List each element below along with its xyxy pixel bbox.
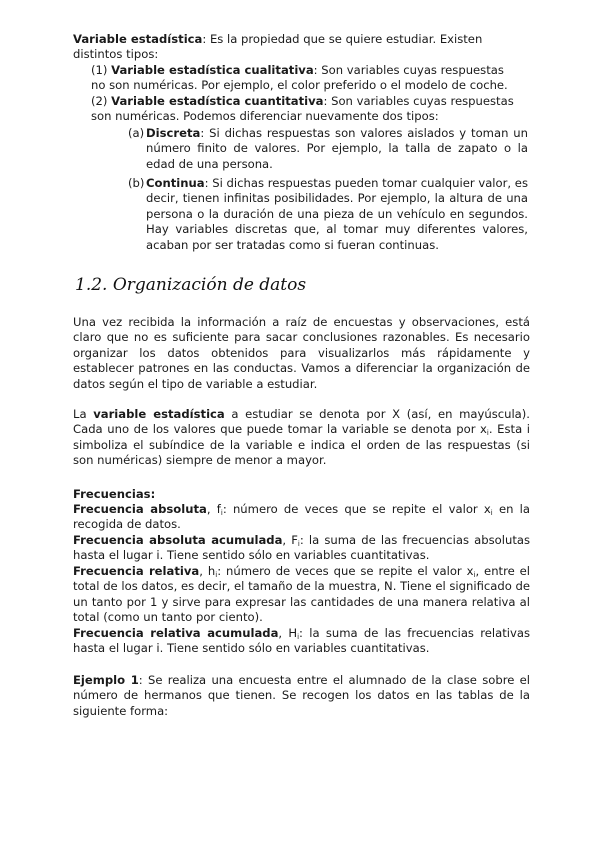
ejemplo-paragraph: Ejemplo 1: Se realiza una encuesta entre el alumnado de la clase sobre el número de hermanos que tienen. Se recogen los datos en las tablas de la siguiente forma: (73, 673, 530, 718)
list-item-text: Discreta: Si dichas respuestas son valores aislados y toman un número finito de valores. Por ejemplo, la talla de zapato o la edad de una persona. (146, 126, 528, 171)
term-cuantitativa: Variable estadística cuantitativa (111, 93, 324, 108)
def-frecuencia-relativa: Frecuencia relativa, $h_i$: número de veces que se repite el valor $x_i$, entre el total de los datos, es decir, el tamaño de la muestra, N. Tiene el significado de un tanto por 1 y sirve para expresar las cantidades de una manera relativa al total (como un tanto por ciento). (73, 564, 531, 625)
intro-paragraph: Variable estadística: Es la propiedad que se quiere estudiar. Existen distintos tipos: (73, 32, 483, 62)
list-item-text: Continua: Si dichas respuestas pueden tomar cualquier valor, es decir, tienen infinitas posibilidades. Por ejemplo, la altura de una persona o la duración de una pieza de un vehículo en segundos. Hay variables discretas que, al tomar muy diferentes valores, acaban por ser tratadas como si fueran continuas. (146, 176, 528, 252)
term-cualitativa: Variable estadística cualitativa (111, 63, 314, 77)
term-frecuencia-relativa: Frecuencia relativa (73, 564, 200, 578)
term-frecuencia-relativa-acumulada: Frecuencia relativa acumulada (73, 626, 279, 640)
term-variable-estadistica: Variable estadística (73, 32, 203, 46)
frecuencias-title: Frecuencias: (73, 487, 156, 501)
term-discreta: Discreta (146, 126, 201, 140)
def-frecuencia-relativa-acumulada: Frecuencia relativa acumulada, $H_i$: la suma de las frecuencias relativas hasta el lugar i. Tiene sentido sólo en variables cuantitativas. (73, 626, 530, 656)
term-frecuencia-absoluta: Frecuencia absoluta (73, 502, 207, 516)
def-frecuencia-absoluta-acumulada: Frecuencia absoluta acumulada, $F_i$: la suma de las frecuencias absolutas hasta el lugar i. Tiene sentido sólo en variables cuantitativas. (73, 533, 531, 563)
term-frecuencia-absoluta-acumulada: Frecuencia absoluta acumulada (73, 533, 283, 547)
term-variable-estadistica-2: variable estadística (93, 407, 225, 421)
paragraph-organizacion: Una vez recibida la información a raíz de encuestas y observaciones, está claro que no es suficiente para sacar conclusiones razonables. Es necesario organizar los datos obtenidos para visualizarlos más rápidamente y establecer patrones en las conductas. Vamos a diferenciar la organización de datos según el tipo de variable a estudiar. (73, 315, 530, 391)
def-frecuencia-absoluta: Frecuencia absoluta, $f_i$: número de veces que se repite el valor $x_i$ en la recogida de datos. (73, 502, 531, 532)
types-paragraph: (1) Variable estadística cualitativa: Son variables cuyas respuestas no son numéricas. Por ejemplo, el color preferido o el modelo de coche. (2) Variable estadística cuantitativa: Son variables cuyas respuestas son numéricas. Podemos diferenciar nuevamente dos tipos: (91, 63, 514, 124)
term-continua: Continua (146, 176, 205, 190)
list-marker: (b) (128, 176, 145, 190)
paragraph-variable: La variable estadística a estudiar se denota por X (así, en mayúscula). Cada uno de los valores que puede tomar la variable se denota por $x_i$. Esta i simboliza el subíndice de la variable e indica el orden de las respuestas (si son numéricas) siempre de menor a mayor. (73, 407, 530, 468)
section-heading: 1.2. Organización de datos (75, 275, 307, 295)
term-ejemplo: Ejemplo 1 (73, 673, 139, 687)
list-marker: (a) (128, 126, 145, 140)
